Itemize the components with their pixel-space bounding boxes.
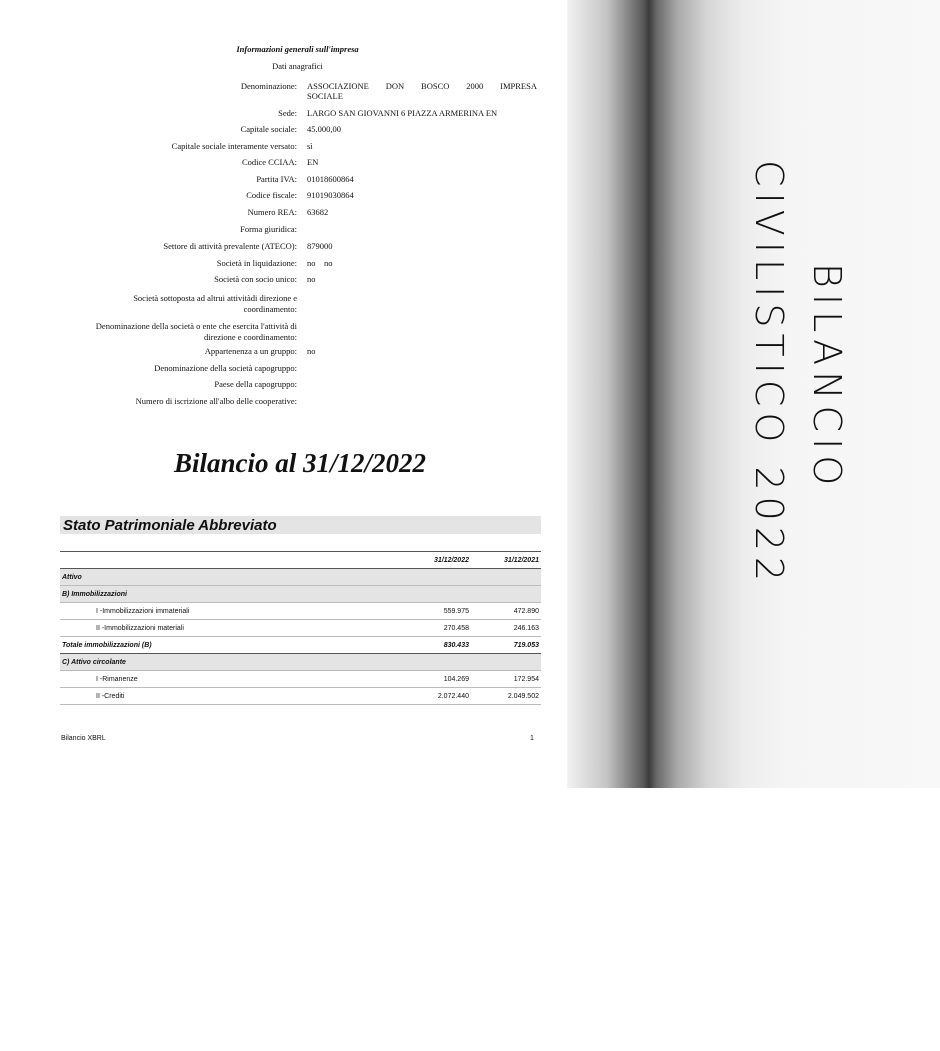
table-header-row [60, 552, 541, 569]
info-label: Denominazione della società o ente che esercita l'attività di [95, 321, 297, 331]
info-label: Società in liquidazione: [216, 258, 297, 268]
stato-patrimoniale-table [60, 551, 541, 705]
info-value: EN [307, 157, 319, 167]
info-label: direzione e coordinamento: [204, 332, 297, 342]
table-row [60, 603, 541, 620]
footer-label: Bilancio XBRL [61, 735, 106, 742]
info-label: Denominazione: [240, 81, 297, 91]
value-2021 [471, 586, 541, 603]
cover-title-line2: BILANCIO [805, 263, 849, 492]
table-row [60, 620, 541, 637]
table-row [60, 637, 541, 654]
cover-title-line1: CIVILISTICO 2022 [747, 160, 791, 588]
row-label: I -Immobilizzazioni immateriali [60, 603, 401, 620]
info-label: Sede: [278, 108, 297, 118]
row-label: II -Immobilizzazioni materiali [60, 620, 401, 637]
column-header-2021: 31/12/2021 [471, 552, 541, 569]
bilancio-title: Bilancio al 31/12/2022 [173, 448, 427, 478]
value-2021 [471, 654, 541, 671]
value-2022 [401, 586, 471, 603]
value-2022: 270.458 [401, 620, 471, 637]
info-value: 91019030864 [307, 190, 354, 200]
info-label: Codice CCIAA: [241, 157, 297, 167]
info-value: ASSOCIAZIONE DON BOSCO 2000 IMPRESA [307, 81, 537, 91]
value-2022 [401, 569, 471, 586]
value-2022: 559.975 [401, 603, 471, 620]
info-label: Società sottoposta ad altrui attivitàdi direzione e [133, 293, 297, 303]
info-label: coordinamento: [243, 304, 297, 314]
value-2022: 830.433 [401, 637, 471, 654]
document-page [0, 0, 567, 788]
table-row [60, 586, 541, 603]
value-2021: 2.049.502 [471, 688, 541, 705]
info-value: no [307, 274, 316, 284]
row-label: Totale immobilizzazioni (B) [60, 637, 401, 654]
info-label: Paese della capogruppo: [214, 379, 297, 389]
value-2021: 719.053 [471, 637, 541, 654]
info-label: Forma giuridica: [240, 224, 297, 234]
stato-patrimoniale-title: Stato Patrimoniale Abbreviato [63, 517, 277, 534]
info-label: Partita IVA: [256, 174, 297, 184]
value-2022 [401, 654, 471, 671]
value-2021: 246.163 [471, 620, 541, 637]
info-label: Denominazione della società capogruppo: [154, 363, 297, 373]
table-row [60, 688, 541, 705]
value-2022: 2.072.440 [401, 688, 471, 705]
page-number: 1 [530, 735, 534, 742]
info-value: 879000 [307, 241, 333, 251]
info-title: Informazioni generali sull'impresa [236, 44, 359, 54]
info-label: Società con socio unico: [214, 274, 297, 284]
info-label: Capitale sociale: [240, 124, 297, 134]
info-value: sì [307, 141, 313, 151]
info-value: 63682 [307, 207, 329, 217]
row-label: I -Rimanenze [60, 671, 401, 688]
table-row [60, 569, 541, 586]
info-label: Capitale sociale interamente versato: [171, 141, 297, 151]
value-2021 [471, 569, 541, 586]
info-value: LARGO SAN GIOVANNI 6 PIAZZA ARMERINA EN [307, 108, 498, 118]
info-value: no no [307, 258, 333, 268]
info-label: Codice fiscale: [246, 190, 297, 200]
info-value: no [307, 346, 316, 356]
info-value: 45.000,00 [307, 124, 341, 134]
info-subtitle: Dati anagrafici [272, 61, 323, 71]
table-row [60, 654, 541, 671]
info-value: 01018600864 [307, 174, 354, 184]
value-2022: 104.269 [401, 671, 471, 688]
column-header-2022: 31/12/2022 [401, 552, 471, 569]
info-label: Numero di iscrizione all'albo delle cooperative: [135, 396, 297, 406]
value-2021: 472.890 [471, 603, 541, 620]
header-spacer [60, 552, 401, 569]
info-label: Appartenenza a un gruppo: [204, 346, 297, 356]
row-label: Attivo [60, 569, 401, 586]
info-label: Settore di attività prevalente (ATECO): [163, 241, 297, 251]
table-row [60, 671, 541, 688]
row-label: B) Immobilizzazioni [60, 586, 401, 603]
info-value: SOCIALE [307, 91, 343, 101]
info-label: Numero REA: [247, 207, 297, 217]
row-label: C) Attivo circolante [60, 654, 401, 671]
row-label: II -Crediti [60, 688, 401, 705]
value-2021: 172.954 [471, 671, 541, 688]
